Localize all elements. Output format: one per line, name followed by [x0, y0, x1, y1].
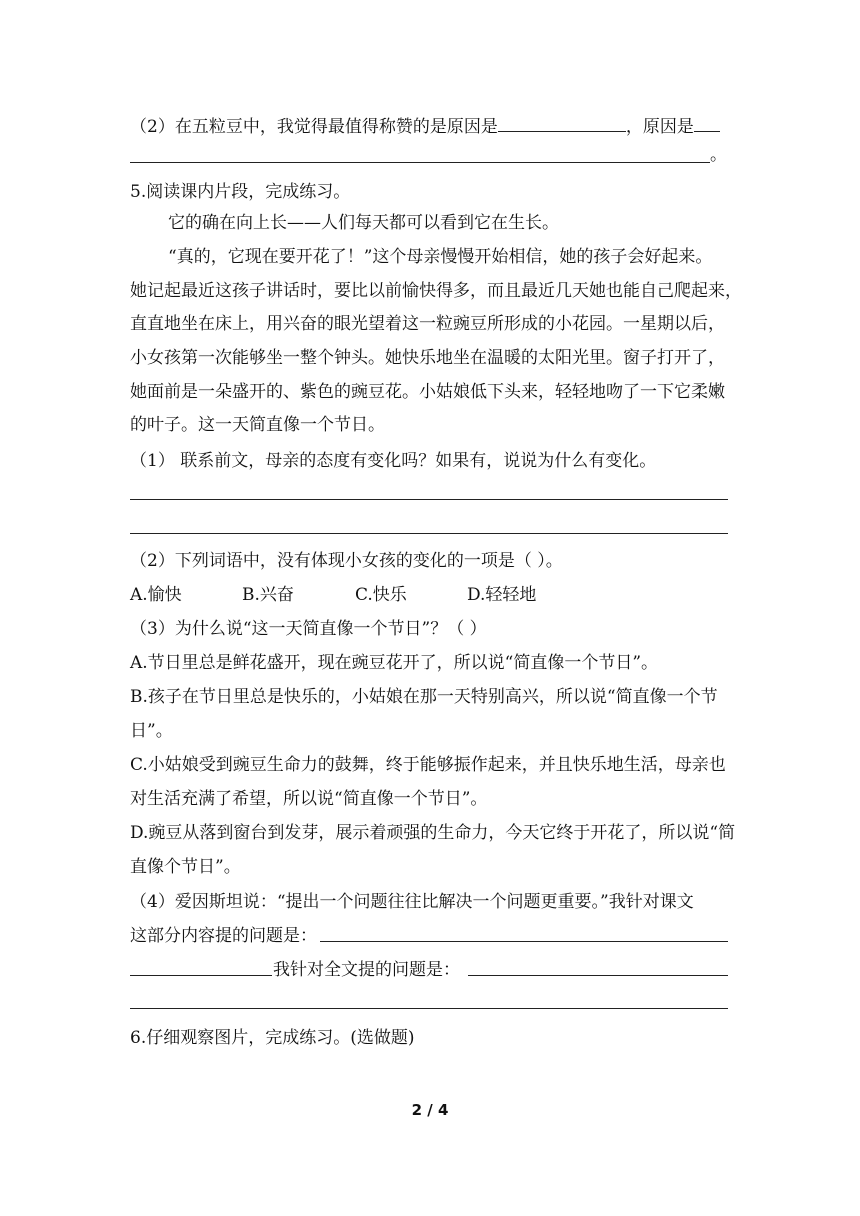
question-4-2-prefix: （2）在五粒豆中，我觉得最值得称赞的是原因是 [130, 117, 498, 137]
option-c-line-1: C.小姑娘受到豌豆生命力的鼓舞，终于能够振作起来，并且快乐地生活，母亲也 [130, 755, 726, 775]
question-5-4-line-2: 这部分内容提的问题是： [130, 926, 317, 946]
passage-line: 直直地坐在床上，用兴奋的眼光望着这一粒豌豆所形成的小花园。一星期以后， [130, 314, 725, 334]
passage-line: 她记起最近这孩子讲话时，要比以前愉快得多，而且最近几天她也能自己爬起来， [130, 281, 742, 301]
question-5-4-line-1: （4）爱因斯坦说：“提出一个问题往往比解决一个问题更重要。”我针对课文 [130, 892, 694, 912]
question-5-3: （3）为什么说“这一天简直像一个节日”？（ ） [130, 619, 487, 639]
passage-line: “真的，它现在要开花了！”这个母亲慢慢开始相信，她的孩子会好起来。 [168, 247, 713, 267]
option-d-line-2: 直像个节日”。 [130, 857, 241, 877]
passage-line: 它的确在向上长——人们每天都可以看到它在生长。 [168, 213, 559, 233]
option-b-line-2: 日”。 [130, 721, 173, 741]
question-4-2-line [130, 113, 720, 138]
option-c-line-2: 对生活充满了希望，所以说“简直像一个节日”。 [130, 789, 488, 809]
question-5-2: （2）下列词语中，没有体现小女孩的变化的一项是（ ）。 [130, 551, 563, 571]
answer-blank[interactable] [498, 113, 626, 132]
passage-line: 她面前是一朵盛开的、紫色的豌豆花。小姑娘低下头来，轻轻地吻了一下它柔嫩 [130, 382, 725, 402]
question-5-title: 5.阅读课内片段，完成练习。 [130, 182, 351, 202]
question-4-2-middle: ，原因是 [625, 117, 694, 137]
choice-d: D.轻轻地 [467, 585, 537, 605]
passage-line: 小女孩第一次能够坐一整个钟头。她快乐地坐在温暖的太阳光里。窗子打开了， [130, 348, 725, 368]
passage-line: 的叶子。这一天简直像一个节日。 [130, 415, 385, 435]
answer-line[interactable] [130, 162, 710, 163]
option-b-line-1: B.孩子在节日里总是快乐的，小姑娘在那一天特别高兴，所以说“简直像一个节 [130, 687, 718, 707]
option-d-line-1: D.豌豆从落到窗台到发芽，展示着顽强的生命力，今天它终于开花了，所以说“简 [130, 823, 736, 843]
answer-line[interactable] [130, 1008, 728, 1009]
question-6-title: 6.仔细观察图片，完成练习。(选做题) [130, 1028, 415, 1048]
answer-line[interactable] [130, 533, 728, 534]
choice-b: B.兴奋 [242, 585, 294, 605]
answer-line[interactable] [468, 975, 728, 976]
answer-line[interactable] [320, 941, 728, 942]
answer-line[interactable] [130, 975, 272, 976]
choice-a: A.愉快 [130, 585, 182, 605]
question-5-1: （1） 联系前文，母亲的态度有变化吗？如果有，说说为什么有变化。 [130, 451, 657, 471]
period-mark: 。 [710, 145, 727, 165]
question-5-4-line-3: 我针对全文提的问题是： [273, 960, 460, 980]
page-number: 2 / 4 [411, 1101, 449, 1119]
answer-blank[interactable] [694, 113, 720, 132]
choice-c: C.快乐 [355, 585, 407, 605]
answer-line[interactable] [130, 499, 728, 500]
option-a: A.节日里总是鲜花盛开，现在豌豆花开了，所以说“简直像一个节日”。 [130, 653, 659, 673]
